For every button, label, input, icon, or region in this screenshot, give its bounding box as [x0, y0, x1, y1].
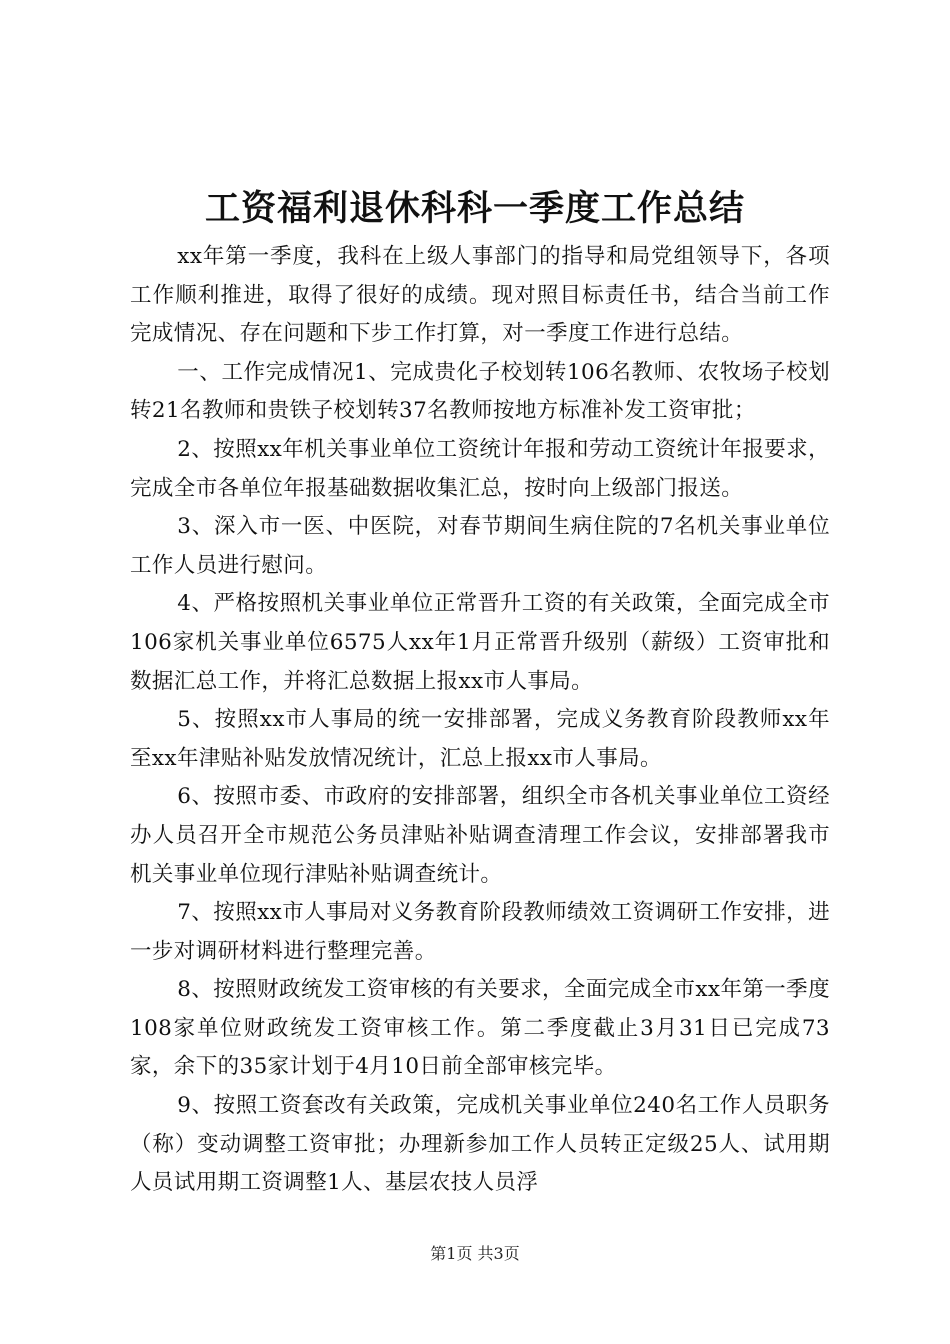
paragraph-item-5: 5、按照xx市人事局的统一安排部署，完成义务教育阶段教师xx年至xx年津贴补贴发放情况统计，汇总上报xx市人事局。	[130, 707, 830, 771]
paragraph-item-8: 8、按照财政统发工资审核的有关要求，全面完成全市xx年第一季度108家单位财政统发工资审核工作。第二季度截止3月31日已完成73家，余下的35家计划于4月10日前全部审核完毕。	[130, 977, 830, 1080]
page-number-footer: 第1页 共3页	[430, 1244, 520, 1263]
paragraph-item-3: 3、深入市一医、中医院，对春节期间生病住院的7名机关事业单位工作人员进行慰问。	[130, 514, 830, 578]
document-body	[130, 238, 830, 1203]
document-title: 工资福利退休科科一季度工作总结	[204, 188, 745, 229]
paragraph-item-4: 4、严格按照机关事业单位正常晋升工资的有关政策，全面完成全市106家机关事业单位6575人xx年1月正常晋升级别（薪级）工资审批和数据汇总工作，并将汇总数据上报xx市人事局。	[130, 591, 830, 694]
paragraph-item-1: 一、工作完成情况1、完成贵化子校划转106名教师、农牧场子校划转21名教师和贵铁子校划转37名教师按地方标准补发工资审批；	[130, 359, 830, 424]
paragraph-item-9: 9、按照工资套改有关政策，完成机关事业单位240名工作人员职务（称）变动调整工资审批；办理新参加工作人员转正定级25人、试用期人员试用期工资调整1人、基层农技人员浮	[130, 1093, 830, 1196]
paragraph-intro: xx年第一季度，我科在上级人事部门的指导和局党组领导下，各项工作顺利推进，取得了很好的成绩。现对照目标责任书，结合当前工作完成情况、存在问题和下步工作打算，对一季度工作进行总结。	[130, 244, 830, 347]
paragraph-item-6: 6、按照市委、市政府的安排部署，组织全市各机关事业单位工资经办人员召开全市规范公务员津贴补贴调查清理工作会议，安排部署我市机关事业单位现行津贴补贴调查统计。	[130, 784, 830, 887]
paragraph-item-7: 7、按照xx市人事局对义务教育阶段教师绩效工资调研工作安排，进一步对调研材料进行整理完善。	[130, 900, 830, 964]
paragraph-item-2: 2、按照xx年机关事业单位工资统计年报和劳动工资统计年报要求，完成全市各单位年报基础数据收集汇总，按时向上级部门报送。	[130, 436, 830, 501]
